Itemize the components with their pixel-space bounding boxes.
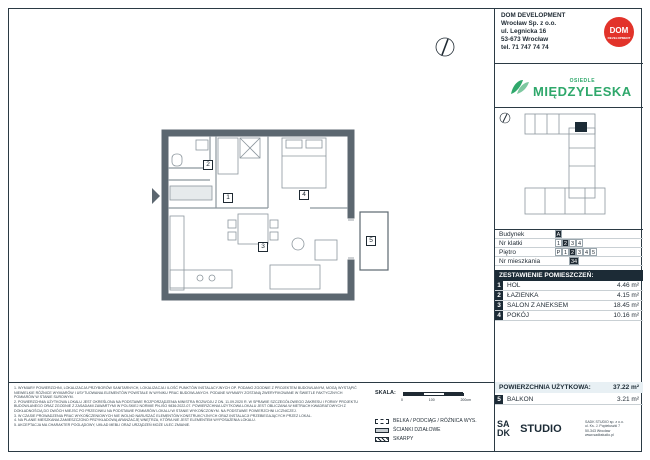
note-3: 3. W CZASIE PROWADZENIA PRAC WYKOŃCZENIOWYCH NIE WOLNO NARUSZAĆ ELEMENTÓW KONSTRUKCYJNYCH ORAZ INSTALACJI PRZEBIEGAJĄCYCH PRZEZ LOKAL. (14, 413, 312, 418)
svg-text:DEVELOPMENT: DEVELOPMENT (607, 36, 631, 40)
scale-bar (403, 392, 463, 396)
leaf-logo-icon (509, 78, 531, 96)
svg-text:DOM: DOM (609, 26, 629, 35)
balcony-number: 5 (495, 395, 503, 404)
room-row (495, 301, 643, 311)
apartment-info (495, 230, 643, 321)
building-cell: A (556, 232, 561, 238)
scale-num-0: 0 (401, 398, 403, 402)
note-1: 1. WYMIARY POWIERZCHNI, LOKALIZACJA PRZYBORÓW SANITARNYCH, LOKALIZACJA I ILOŚĆ PUNKTÓW INSTALACYJNYCH OP. PODANO ZGODNIE Z PROJEKTEM BUDOWLANYM, MOGĄ WYSTĄPIĆ NIEWIELKIE RÓŻNICE WYMIARÓW I USYTUOWANIA ELEMENTÓW POWSTAŁE W WYNIKU PRAC BUDOWLANYCH. PODANE WYMIARY ZOSTANĄ ZWERYFIKOWANE W ŚWIETLE FAKTYCZNYCH POMIARÓW W STANIE SUROWYM. (14, 386, 357, 400)
key-plan-drawing (495, 108, 643, 230)
info-column (494, 8, 642, 452)
room-row (495, 311, 643, 321)
room-label-1: 1 (223, 193, 233, 203)
floor-cell: 4 (584, 250, 589, 256)
company-line-5: tel. 71 747 74 74 (501, 44, 549, 51)
floor-cells (555, 248, 597, 256)
stair-cell: 3 (570, 241, 575, 247)
studio-mark: SA DK (497, 419, 510, 438)
studio-address-line: ul. Ks. J. Popiełuszki 7 (585, 424, 621, 429)
floor-label: Piętro (499, 249, 516, 256)
studio-logo (497, 420, 562, 438)
legend-item-slopes (375, 436, 413, 442)
usable-area-label: POWIERZCHNIA UŻYTKOWA: (499, 384, 591, 391)
room-area: 4.15 m² (616, 292, 639, 299)
apartment-row (495, 257, 643, 266)
room-number: 3 (495, 301, 503, 310)
building-cells (555, 230, 562, 238)
floor-cell: 1 (563, 250, 568, 256)
legend-item-partitions (375, 427, 441, 433)
room-name: HOL (507, 282, 521, 289)
legend-item-label: BELKA / PODCIĄG / RÓŻNICA WYS. (393, 418, 477, 424)
room-name: ŁAZIENKA (507, 292, 539, 299)
floor-cell: 3 (577, 250, 582, 256)
room-number: 4 (495, 311, 503, 320)
room-row (495, 281, 643, 291)
stair-label: Nr klatki (499, 240, 523, 247)
north-arrow-icon (434, 36, 456, 58)
rooms-list (495, 281, 643, 321)
note-4: 4. NA PLANIE MIESZKANIA ZAMIESZCZONO PRZYKŁADOWĄ ARANŻACJĘ WNĘTRZA, KTÓRA NIE JEST ELEMENTEM WYPOSAŻENIA LOKALU. (14, 418, 256, 423)
stair-cell: 4 (577, 241, 582, 247)
dom-logo-icon (603, 16, 635, 48)
notes (14, 386, 359, 427)
stair-row (495, 239, 643, 248)
entrance-marker (152, 188, 160, 204)
floor-cell: P (556, 250, 561, 256)
estate-name-small: OSIEDLE (569, 78, 596, 84)
room-name: POKÓJ (507, 312, 530, 319)
balcony-name: BALKON (507, 396, 534, 403)
legend-item-beam (375, 418, 477, 424)
usable-area-value: 37.22 m² (612, 384, 639, 391)
usable-area-row (495, 382, 643, 393)
scale-num-2: 200cm (460, 398, 471, 402)
room-area: 10.16 m² (613, 312, 639, 319)
company-line-4: 53-673 Wrocław (501, 36, 549, 43)
room-number: 2 (495, 291, 503, 300)
room-area: 18.45 m² (613, 302, 639, 309)
room-number: 1 (495, 281, 503, 290)
footer-divider (8, 382, 494, 383)
building-row (495, 230, 643, 239)
estate-name (533, 78, 632, 99)
room-label-2: 2 (203, 160, 213, 170)
room-area: 4.46 m² (616, 282, 639, 289)
usable-area-block (495, 382, 643, 405)
room-label-4: 4 (299, 190, 309, 200)
studio-address-line: SADK STUDIO sp. z o.o. (585, 420, 624, 424)
apartment-label: Nr mieszkania (499, 258, 541, 265)
company-line-2: Wrocław Sp. z o.o. (501, 20, 557, 27)
stair-cell: 1 (556, 241, 561, 247)
rooms-title: ZESTAWIENIE POMIESZCZEŃ: (495, 270, 643, 281)
room-name: SALON Z ANEKSEM (507, 302, 569, 309)
studio-name: STUDIO (520, 423, 562, 435)
stair-cells (555, 239, 583, 247)
studio-address-line: www.sadkstudio.pl (585, 432, 614, 437)
legend-item-label: ŚCIANKI DZIAŁOWE (393, 427, 441, 433)
estate-name-big: MIĘDZYLESKA (533, 84, 632, 99)
studio-address-line: 50-343 Wrocław (585, 428, 611, 433)
room-label-3: 3 (258, 242, 268, 252)
estate-logo-box (495, 64, 643, 108)
key-plan (495, 108, 643, 230)
floor-row (495, 248, 643, 257)
room-row (495, 291, 643, 301)
scale-label: SKALA: (375, 390, 396, 396)
balcony-area: 3.21 m² (616, 396, 639, 403)
building-label: Budynek (499, 231, 525, 238)
scale-numbers (401, 398, 471, 402)
room-label-5: 5 (366, 236, 376, 246)
company-line-1: DOM DEVELOPMENT (501, 12, 566, 19)
floor-cell: 5 (591, 250, 596, 256)
stair-cell: 2 (563, 241, 568, 247)
floor-cell: 2 (570, 250, 575, 256)
note-2: 2. POWIERZCHNIA UŻYTKOWA LOKALU JEST OKREŚLONA NA PODSTAWIE ROZPORZĄDZENIA MINISTRA ROZWOJU Z DN. 11.09.2020 R. W SPRAWIE SZCZEGÓŁOWEGO ZAKRESU I FORMY PROJEKTU BUDOWLANEGO ORAZ ZGODNIE Z ZASADAMI ZAWARTYMI W POLSKIEJ NORMIE PN-ISO 9836:2022-07. POWIERZCHNIA UŻYTKOWA LOKALU JEST OBLICZANA W METRACH KWADRATOWYCH Z DOKŁADNOŚCIĄ DO DWÓCH MIEJSC PO PRZECINKU NA PODSTAWIE POMIARÓW LOKALU W STANIE WYKOŃCZONYM. NA PODSTAWIE POWIERZCHNI LICZNICZEJ. (14, 399, 358, 413)
note-5: 5. AKCEPTACJA MA CHARAKTER POGLĄDOWY, UKŁAD MEBLI ORAZ URZĄDZEŃ MOŻE ULEC ZMIANIE. (14, 422, 191, 427)
studio-address (585, 420, 624, 437)
company-line-3: ul. Legnicka 16 (501, 28, 547, 35)
balcony-row (495, 395, 643, 405)
legend-item-label: SKARPY (393, 436, 414, 442)
floor-plan (140, 120, 420, 320)
apartment-cells (555, 257, 579, 265)
scale-num-1: 100 (428, 398, 435, 402)
company-box (495, 8, 643, 64)
apartment-number: 34 (570, 259, 578, 265)
